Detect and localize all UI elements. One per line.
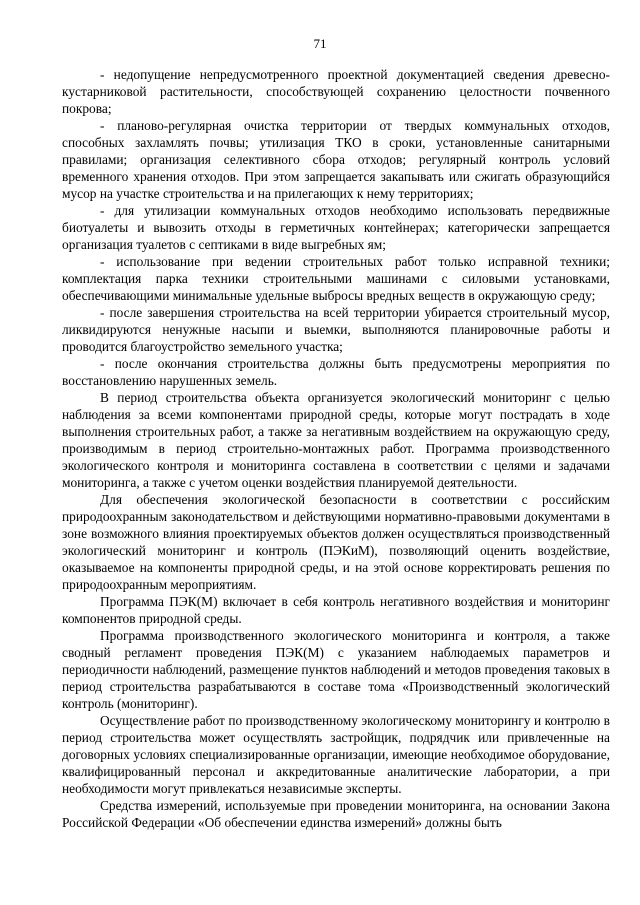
- paragraph-12: Средства измерений, используемые при проведении мониторинга, на основании Закона Российской Федерации «Об обеспечении единства измерений» должны быть: [62, 798, 610, 830]
- paragraph-6: - после окончания строительства должны быть предусмотрены мероприятия по восстановлению нарушенных земель.: [62, 356, 610, 388]
- paragraph-11: Осуществление работ по производственному экологическому мониторингу и контролю в период строительства может осуществлять застройщик, подрядчик или привлеченные на договорных условиях специализированные организации, имеющие необходимое оборудование, квалифицированный персонал и аккредитованные аналитические лаборатории, а при необходимости могут привлекаться независимые эксперты.: [62, 713, 610, 796]
- page-body: [62, 66, 610, 831]
- paragraph-8: Для обеспечения экологической безопасности в соответствии с российским природоохранным законодательством и действующими нормативно-правовыми документами в зоне возможного влияния проектируемых объектов должен осуществляться производственный экологический мониторинг и контроль (ПЭКиМ), позволяющий оценить воздействие, оказываемое на компоненты природной среды, и на этой основе корректировать решения по природоохранным мероприятиям.: [62, 492, 610, 592]
- paragraph-2: - планово-регулярная очистка территории от твердых коммунальных отходов, способных захламлять почвы; утилизация ТКО в сроки, установленные санитарными правилами; организация селективного сбора отходов; регулярный контроль условий временного хранения отходов. При этом запрещается закапывать или сжигать образующийся мусор на участке строительства и на прилегающих к нему территориях;: [62, 118, 610, 201]
- paragraph-1: - недопущение непредусмотренного проектной документацией сведения древеснокустарниковой растительности, способствующей сохранению целостности почвенного покрова;: [62, 67, 610, 116]
- paragraph-10: Программа производственного экологического мониторинга и контроля, а также сводный регламент проведения ПЭК(М) с указанием наблюдаемых параметров и периодичности наблюдений, размещение пунктов наблюдений и методов проведения таковых в период строительства разрабатываются в составе тома «Производственный экологический контроль (мониторинг).: [62, 628, 610, 711]
- paragraph-4: - использование при ведении строительных работ только исправной техники; комплектация парка техники строительными машинами с силовыми установками, обеспечивающими минимальные удельные выбросы вредных веществ в окружающую среду;: [62, 254, 610, 303]
- paragraph-5: - после завершения строительства на всей территории убирается строительный мусор, ликвидируются ненужные насыпи и выемки, выполняются планировочные работы и проводится благоустройство земельного участка;: [62, 305, 610, 354]
- page-number: 71: [313, 36, 327, 51]
- paragraph-7: В период строительства объекта организуется экологический мониторинг с целью наблюдения за всеми компонентами природной среды, которые могут пострадать в ходе выполнения строительных работ, а также за негативным воздействием на окружающую среду, производимым в период строительно-монтажных работ. Программа производственного экологического контроля и мониторинга составлена в соответствии с целями и задачами мониторинга, а также с учетом оценки воздействия планируемой деятельности.: [62, 390, 610, 490]
- paragraph-9: Программа ПЭК(М) включает в себя контроль негативного воздействия и мониторинг компонентов природной среды.: [62, 594, 610, 626]
- paragraph-3: - для утилизации коммунальных отходов необходимо использовать передвижные биотуалеты и вывозить отходы в герметичных контейнерах; категорически запрещается организация туалетов с септиками в виде выгребных ям;: [62, 203, 610, 252]
